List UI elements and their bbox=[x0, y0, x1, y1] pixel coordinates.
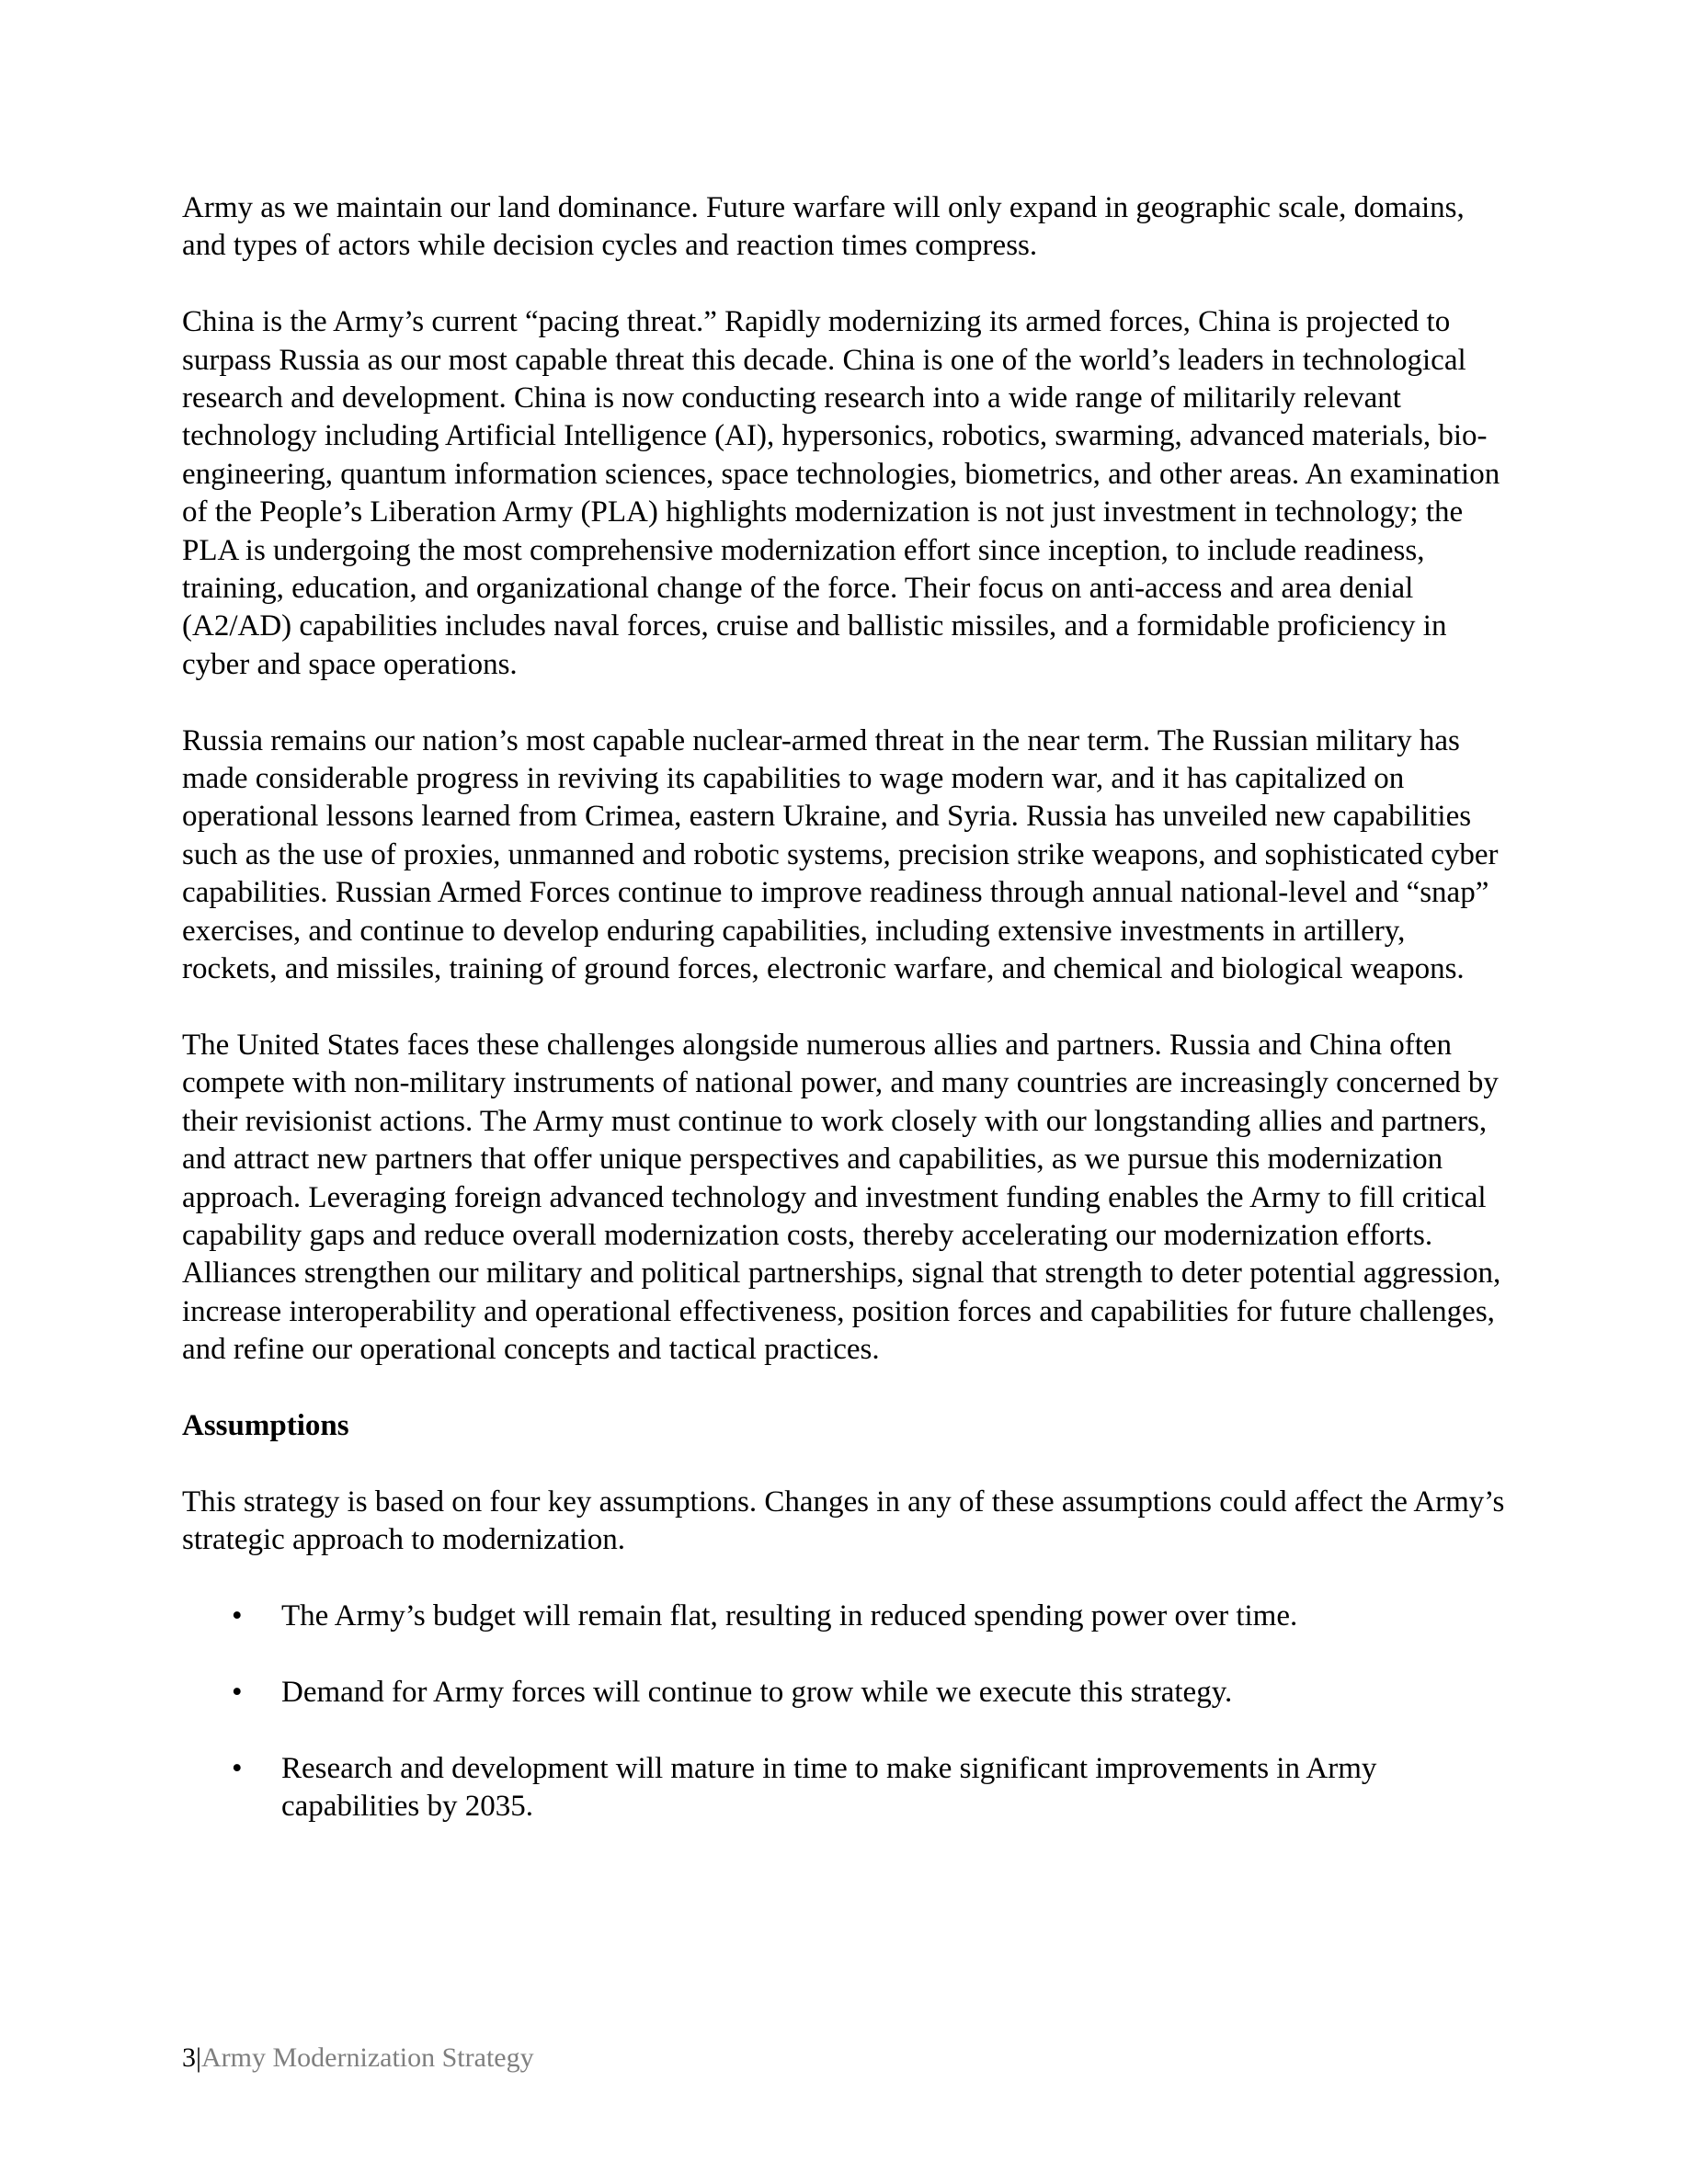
assumption-text: Demand for Army forces will continue to grow while we execute this strategy. bbox=[281, 1675, 1233, 1709]
assumption-text: Research and development will mature in time to make significant improvements in Army capabilities by 2035. bbox=[281, 1751, 1377, 1823]
body-paragraph-china: China is the Army’s current “pacing threat.” Rapidly modernizing its armed forces, China is projected to surpass Russia as our most capable threat this decade. China is one of the world’s leaders in technological research and development. China is now conducting research into a wide range of militarily relevant technology including Artificial Intelligence (AI), hypersonics, robotics, swarming, advanced materials, bio-engineering, quantum information sciences, space technologies, biometrics, and other areas. An examination of the People’s Liberation Army (PLA) highlights modernization is not just investment in technology; the PLA is undergoing the most comprehensive modernization effort since inception, to include readiness, training, education, and organizational change of the force. Their focus on anti-access and area denial (A2/AD) capabilities includes naval forces, cruise and ballistic missiles, and a formidable proficiency in cyber and space operations. bbox=[182, 305, 1500, 681]
page-number: 3 bbox=[182, 2042, 196, 2073]
assumptions-heading: Assumptions bbox=[182, 1408, 349, 1442]
body-paragraph-land-dominance: Army as we maintain our land dominance. Future warfare will only expand in geographic scale, domains, and types of actors while decision cycles and reaction times compress. bbox=[182, 191, 1465, 263]
assumption-item-research bbox=[182, 1750, 1506, 1826]
body-paragraph-russia: Russia remains our nation’s most capable nuclear-armed threat in the near term. The Russian military has made considerable progress in reviving its capabilities to wage modern war, and it has capitalized on operational lessons learned from Crimea, eastern Ukraine, and Syria. Russia has unveiled new capabilities such as the use of proxies, unmanned and robotic systems, precision strike weapons, and sophisticated cyber capabilities. Russian Armed Forces continue to improve readiness through annual national-level and “snap” exercises, and continue to develop enduring capabilities, including extensive investments in artillery, rockets, and missiles, training of ground forces, electronic warfare, and chemical and biological weapons. bbox=[182, 723, 1499, 986]
assumption-item-budget bbox=[182, 1598, 1506, 1635]
bullet-icon: • bbox=[232, 1751, 243, 1785]
bullet-icon: • bbox=[232, 1598, 243, 1632]
body-paragraph-allies: The United States faces these challenges alongside numerous allies and partners. Russia and China often compete with non-military instruments of national power, and many countries are increasingly concerned by their revisionist actions. The Army must continue to work closely with our longstanding allies and partners, and attract new partners that offer unique perspectives and capabilities, as we pursue this modernization approach. Leveraging foreign advanced technology and investment funding enables the Army to fill critical capability gaps and reduce overall modernization costs, thereby accelerating our modernization efforts. Alliances strengthen our military and political partnerships, signal that strength to deter potential aggression, increase interoperability and operational effectiveness, position forces and capabilities for future challenges, and refine our operational concepts and tactical practices. bbox=[182, 1028, 1501, 1367]
footer-document-title: Army Modernization Strategy bbox=[201, 2042, 534, 2073]
footer-separator: | bbox=[196, 2042, 202, 2073]
assumption-text: The Army’s budget will remain flat, resulting in reduced spending power over time. bbox=[281, 1598, 1298, 1632]
page-footer bbox=[182, 2042, 534, 2075]
assumptions-intro: This strategy is based on four key assumptions. Changes in any of these assumptions could affect the Army’s strategic approach to modernization. bbox=[182, 1484, 1505, 1557]
assumption-item-demand bbox=[182, 1674, 1506, 1712]
assumptions-list bbox=[182, 1598, 1506, 1826]
bullet-icon: • bbox=[232, 1675, 243, 1709]
page-body bbox=[182, 189, 1506, 1864]
